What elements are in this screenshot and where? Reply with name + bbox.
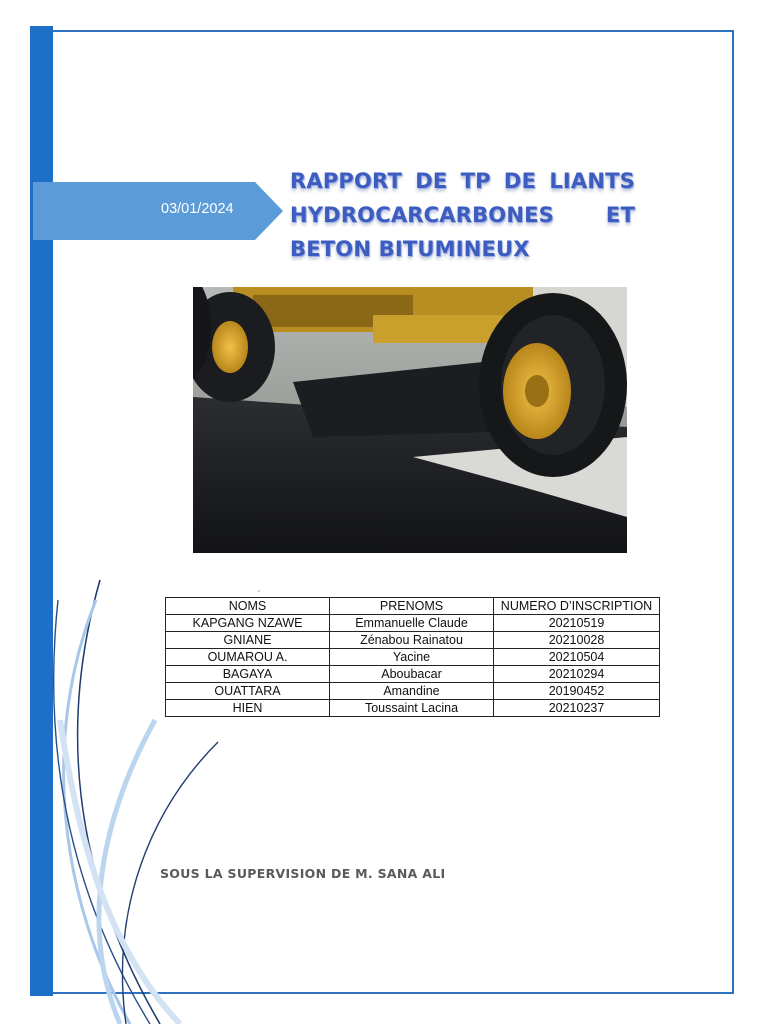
cell-nom: HIEN — [166, 700, 330, 717]
cell-numero: 20210028 — [494, 632, 660, 649]
cell-prenom: Yacine — [330, 649, 494, 666]
table-row — [166, 615, 660, 632]
cell-numero: 20210504 — [494, 649, 660, 666]
table-row — [166, 683, 660, 700]
report-title: RAPPORT DE TP DE LIANTS HYDROCARCARBONES ET BETON BITUMINEUX — [290, 169, 635, 261]
cell-nom: GNIANE — [166, 632, 330, 649]
table-row — [166, 649, 660, 666]
cell-nom: OUATTARA — [166, 683, 330, 700]
cell-prenom: Emmanuelle Claude — [330, 615, 494, 632]
column-header-noms: NOMS — [166, 598, 330, 615]
supervisor-line: SOUS LA SUPERVISION DE M. SANA ALI — [160, 866, 446, 881]
cell-numero: 20210237 — [494, 700, 660, 717]
cell-prenom: Aboubacar — [330, 666, 494, 683]
column-header-numero-inscription: NUMERO D’INSCRIPTION — [494, 598, 660, 615]
members-table — [165, 597, 660, 717]
cell-prenom: Amandine — [330, 683, 494, 700]
cell-numero: 20190452 — [494, 683, 660, 700]
cell-nom: BAGAYA — [166, 666, 330, 683]
table-row — [166, 700, 660, 717]
cell-numero: 20210519 — [494, 615, 660, 632]
column-header-prenoms: PRENOMS — [330, 598, 494, 615]
cover-photo — [193, 287, 627, 553]
cell-prenom: Zénabou Rainatou — [330, 632, 494, 649]
cell-numero: 20210294 — [494, 666, 660, 683]
table-header-row — [166, 598, 660, 615]
cell-nom: KAPGANG NZAWE — [166, 615, 330, 632]
table-row — [166, 632, 660, 649]
report-date: 03/01/2024 — [161, 201, 234, 217]
cell-nom: OUMAROU A. — [166, 649, 330, 666]
date-banner — [33, 182, 283, 240]
cell-prenom: Toussaint Lacina — [330, 700, 494, 717]
table-row — [166, 666, 660, 683]
